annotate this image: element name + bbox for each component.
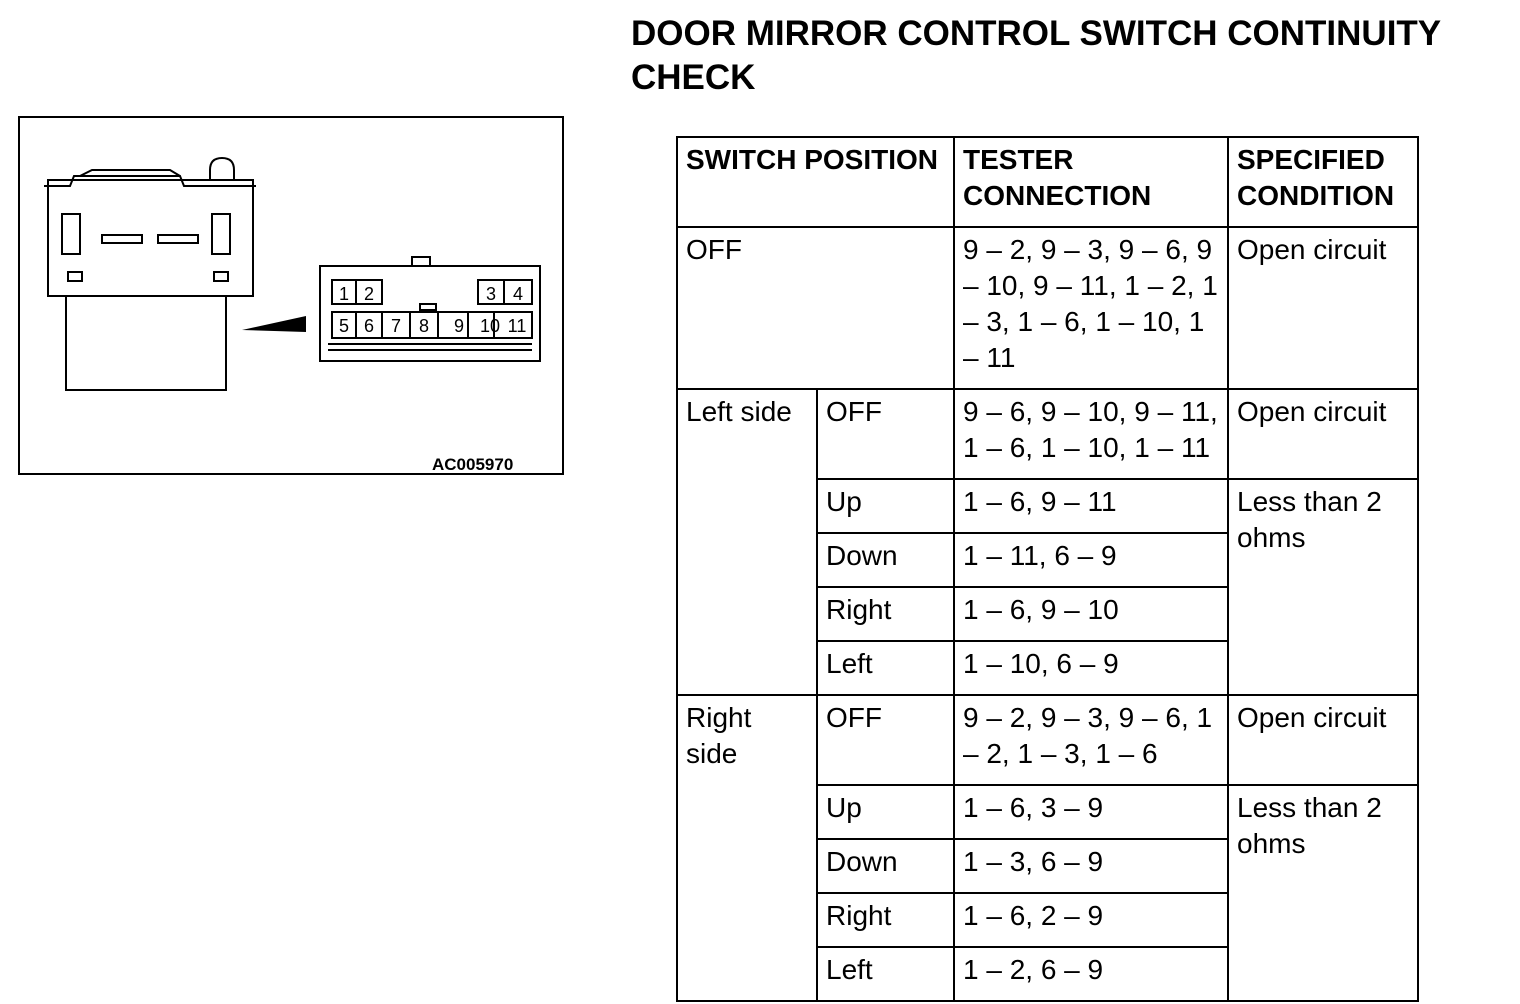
side-cell-left: Left side — [677, 389, 817, 695]
position-cell: Down — [817, 839, 954, 893]
table-row — [677, 695, 1418, 785]
pin-label: 6 — [363, 316, 375, 336]
continuity-table — [676, 136, 1419, 1002]
position-cell: Up — [817, 479, 954, 533]
header-specified-condition: SPECIFIED CONDITION — [1228, 137, 1418, 227]
condition-cell: Less than 2 ohms — [1228, 785, 1418, 1001]
position-cell: Left — [817, 641, 954, 695]
switch-connector-figure — [18, 116, 564, 475]
pin-label: 1 — [338, 284, 350, 304]
pin-label: 5 — [338, 316, 350, 336]
switch-connector-drawing — [20, 118, 566, 477]
pin-label: 2 — [363, 284, 375, 304]
connection-cell: 1 – 6, 9 – 11 — [954, 479, 1228, 533]
position-cell: OFF — [677, 227, 954, 389]
connection-cell: 1 – 3, 6 – 9 — [954, 839, 1228, 893]
table-row — [677, 389, 1418, 479]
position-cell: Up — [817, 785, 954, 839]
figure-code: AC005970 — [432, 455, 514, 474]
connection-cell: 1 – 10, 6 – 9 — [954, 641, 1228, 695]
header-switch-position: SWITCH POSITION — [677, 137, 954, 227]
page-title: DOOR MIRROR CONTROL SWITCH CONTINUITY CHECK — [631, 14, 1441, 97]
pin-label: 11 — [507, 316, 527, 336]
connection-cell: 1 – 2, 6 – 9 — [954, 947, 1228, 1001]
pin-label: 4 — [512, 284, 524, 304]
connection-cell: 1 – 6, 9 – 10 — [954, 587, 1228, 641]
pin-label: 8 — [418, 316, 430, 336]
pin-label: 7 — [390, 316, 402, 336]
position-cell: Right — [817, 893, 954, 947]
condition-cell: Open circuit — [1228, 695, 1418, 785]
connection-cell: 1 – 6, 2 – 9 — [954, 893, 1228, 947]
pin-label: 3 — [485, 284, 497, 304]
connection-cell: 1 – 6, 3 – 9 — [954, 785, 1228, 839]
table-header-row — [677, 137, 1418, 227]
pin-label: 9 — [453, 316, 465, 336]
condition-cell: Open circuit — [1228, 389, 1418, 479]
connection-cell: 1 – 11, 6 – 9 — [954, 533, 1228, 587]
table-row — [677, 227, 1418, 389]
pin-label: 10 — [479, 316, 501, 336]
condition-cell: Open circuit — [1228, 227, 1418, 389]
header-tester-connection: TESTER CONNECTION — [954, 137, 1228, 227]
side-cell-right: Right side — [677, 695, 817, 1001]
position-cell: Down — [817, 533, 954, 587]
connection-cell: 9 – 2, 9 – 3, 9 – 6, 9 – 10, 9 – 11, 1 – 2, 1 – 3, 1 – 6, 1 – 10, 1 – 11 — [954, 227, 1228, 389]
position-cell: OFF — [817, 695, 954, 785]
pointer-arrow — [242, 316, 306, 332]
position-cell: OFF — [817, 389, 954, 479]
connection-cell: 9 – 6, 9 – 10, 9 – 11, 1 – 6, 1 – 10, 1 – 11 — [954, 389, 1228, 479]
condition-cell: Less than 2 ohms — [1228, 479, 1418, 695]
position-cell: Left — [817, 947, 954, 1001]
position-cell: Right — [817, 587, 954, 641]
connection-cell: 9 – 2, 9 – 3, 9 – 6, 1 – 2, 1 – 3, 1 – 6 — [954, 695, 1228, 785]
